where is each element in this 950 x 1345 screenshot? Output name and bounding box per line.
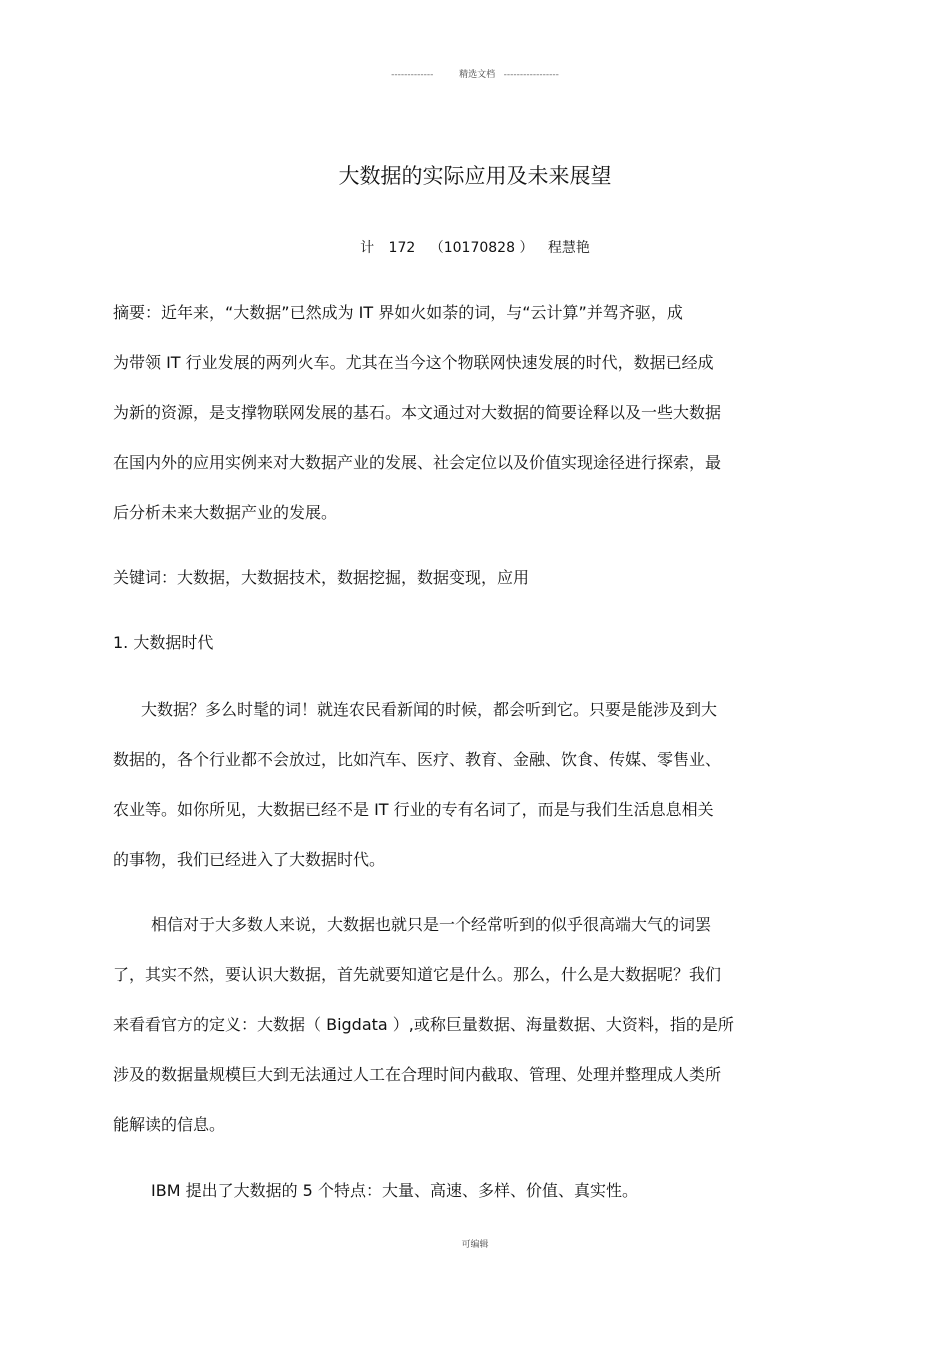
keywords-paragraph — [113, 553, 819, 603]
header-right-dashes: ----------------- — [503, 70, 559, 80]
section-1-heading: 1. 大数据时代 — [113, 633, 214, 652]
abstract-line: 后分析未来大数据产业的发展。 — [113, 503, 338, 522]
document-title: 大数据的实际应用及未来展望 — [338, 164, 612, 188]
body-line: 农业等。如你所见，大数据已经不是 IT 行业的专有名词了，而是与我们生活息息相关 — [113, 800, 714, 819]
body-line: 涉及的数据量规模巨大到无法通过人工在合理时间内截取、管理、处理并整理成人类所 — [113, 1065, 722, 1084]
body-line: 能解读的信息。 — [113, 1115, 226, 1134]
abstract-line: 摘要：近年来，“大数据”已然成为 IT 界如火如荼的词，与“云计算”并驾齐驱，成 — [113, 303, 683, 322]
abstract-line: 为新的资源，是支撑物联网发展的基石。本文通过对大数据的简要诠释以及一些大数据 — [113, 403, 722, 422]
body-paragraph-3 — [113, 1166, 819, 1216]
abstract-line: 在国内外的应用实例来对大数据产业的发展、社会定位以及价值实现途径进行探索，最 — [113, 453, 722, 472]
body-paragraph-2 — [113, 900, 819, 1150]
body-line: 相信对于大多数人来说，大数据也就只是一个经常听到的似乎很高端大气的词罢 — [151, 915, 712, 934]
header-label: 精选文档 — [459, 70, 496, 80]
body-line: 的事物，我们已经进入了大数据时代。 — [113, 850, 386, 869]
body-line: 了，其实不然，要认识大数据，首先就要知道它是什么。那么，什么是大数据呢？我们 — [113, 965, 722, 984]
body-line: 来看看官方的定义：大数据（ Bigdata ）,或称巨量数据、海量数据、大资料，指的是所 — [113, 1015, 734, 1034]
keywords-line: 关键词：大数据，大数据技术，数据挖掘，数据变现，应用 — [113, 568, 530, 587]
author-class-num: 172 — [388, 240, 416, 256]
body-line: 大数据？多么时髦的词！就连农民看新闻的时候，都会听到它。只要是能涉及到大 — [141, 700, 718, 719]
author-student-id: （10170828 ） — [429, 240, 534, 256]
abstract-line: 为带领 IT 行业发展的两列火车。尤其在当今这个物联网快速发展的时代，数据已经成 — [113, 353, 714, 372]
page-footer: 可编辑 — [461, 1240, 489, 1250]
body-line: 数据的，各个行业都不会放过，比如汽车、医疗、教育、金融、饮食、传媒、零售业、 — [113, 750, 722, 769]
page-header — [0, 67, 950, 80]
author-line — [0, 237, 950, 257]
body-paragraph-1 — [113, 685, 819, 885]
author-name: 程慧艳 — [547, 240, 590, 256]
header-left-dashes: ------------- — [391, 70, 434, 80]
author-class: 计 — [360, 240, 375, 256]
section-heading — [113, 618, 819, 668]
abstract-paragraph — [113, 288, 819, 538]
body-line: IBM 提出了大数据的 5 个特点：大量、高速、多样、价值、真实性。 — [151, 1181, 638, 1200]
